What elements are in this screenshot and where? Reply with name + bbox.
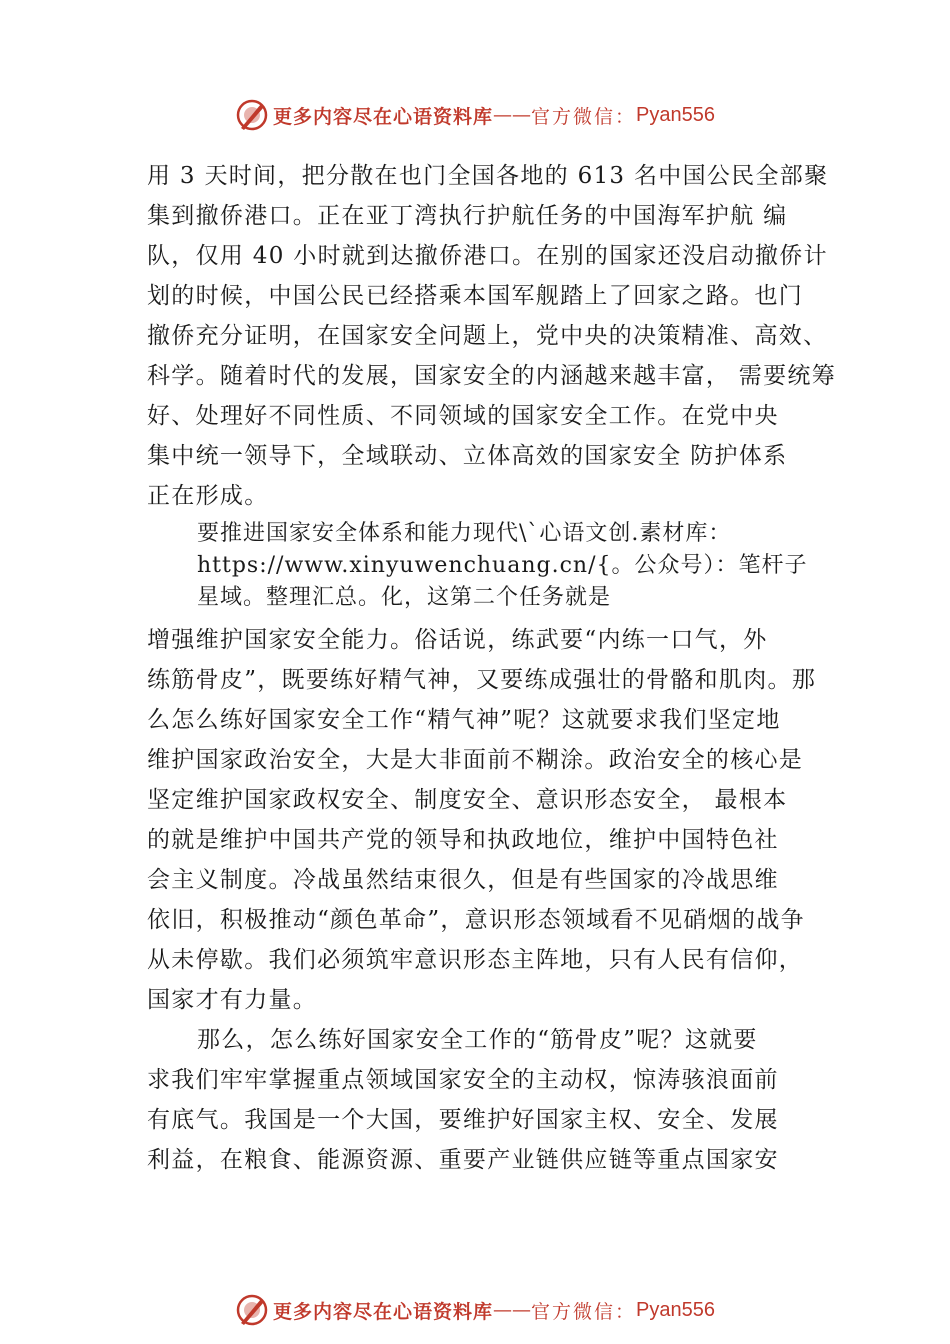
footer-separator: —— xyxy=(493,1299,532,1321)
paragraph-3 xyxy=(147,1020,847,1060)
text-line: 集中统一领导下，全域联动、立体高效的国家安全 防护体系 xyxy=(147,443,788,469)
text-line: 队，仅用 40 小时就到达撤侨港口。在别的国家还没启动撤侨计 xyxy=(147,243,828,269)
text-line: 求我们牢牢掌握重点领域国家安全的主动权，惊涛骇浪面前 xyxy=(147,1067,779,1093)
header-brand: 更多内容尽在心语资料库 xyxy=(273,105,494,128)
text-line: 国家才有力量。 xyxy=(147,987,318,1013)
note-line-url: https://www.xinyuwenchuang.cn/{。公众号）：笔杆子 xyxy=(197,553,808,578)
text-line: 撤侨充分证明，在国家安全问题上，党中央的决策精准、高效、 xyxy=(147,323,828,349)
paragraph-2 xyxy=(147,620,847,1020)
header-separator: —— xyxy=(493,104,532,126)
text-line: 利益，在粮食、能源资源、重要产业链供应链等重点国家安 xyxy=(147,1147,779,1173)
text-line: 集到撤侨港口。正在亚丁湾执行护航任务的中国海军护航 编 xyxy=(147,203,788,229)
text-line: 那么，怎么练好国家安全工作的“筋骨皮”呢？这就要 xyxy=(197,1027,758,1053)
source-note xyxy=(147,518,847,614)
text-line: 的就是维护中国共产党的领导和执政地位，维护中国特色社 xyxy=(147,827,779,853)
text-line: 用 3 天时间，把分散在也门全国各地的 613 名中国公民全部聚 xyxy=(147,163,829,189)
text-line: 好、处理好不同性质、不同领域的国家安全工作。在党中央 xyxy=(147,403,779,429)
text-line: 练筋骨皮”，既要练好精气神，又要练成强壮的骨骼和肌肉。那 xyxy=(147,667,817,693)
note-line: 星域。整理汇总。化，这第二个任务就是 xyxy=(197,585,612,610)
document-body xyxy=(147,156,847,1180)
quill-logo-icon xyxy=(235,98,269,132)
header-banner xyxy=(0,95,950,135)
footer-brand: 更多内容尽在心语资料库 xyxy=(273,1300,494,1323)
text-line: 划的时候，中国公民已经搭乘本国军舰踏上了回家之路。也门 xyxy=(147,283,804,309)
text-line: 科学。随着时代的发展，国家安全的内涵越来越丰富， 需要统筹 xyxy=(147,363,837,389)
text-line: 正在形成。 xyxy=(147,483,269,509)
text-line: 从未停歇。我们必须筑牢意识形态主阵地，只有人民有信仰， xyxy=(147,947,804,973)
quill-logo-icon xyxy=(235,1293,269,1327)
footer-official-label: 官方微信： xyxy=(531,1300,637,1323)
footer-banner xyxy=(0,1290,950,1330)
text-line: 依旧，积极推动“颜色革命”，意识形态领域看不见硝烟的战争 xyxy=(147,907,805,933)
note-line: 要推进国家安全体系和能力现代\`心语文创.素材库： xyxy=(197,521,732,546)
text-line: 维护国家政治安全，大是大非面前不糊涂。政治安全的核心是 xyxy=(147,747,804,773)
text-line: 增强维护国家安全能力。俗话说，练武要“内练一口气，外 xyxy=(147,627,768,653)
text-line: 么怎么练好国家安全工作“精气神”呢？这就要求我们坚定地 xyxy=(147,707,781,733)
paragraph-1 xyxy=(147,156,847,516)
text-line: 会主义制度。冷战虽然结束很久，但是有些国家的冷战思维 xyxy=(147,867,779,893)
header-wechat-handle: Pyan556 xyxy=(636,103,715,126)
paragraph-4 xyxy=(147,1060,847,1180)
text-line: 有底气。我国是一个大国，要维护好国家主权、安全、发展 xyxy=(147,1107,779,1133)
text-line: 坚定维护国家政权安全、制度安全、意识形态安全， 最根本 xyxy=(147,787,788,813)
footer-wechat-handle: Pyan556 xyxy=(636,1298,715,1321)
header-official-label: 官方微信： xyxy=(531,105,637,128)
